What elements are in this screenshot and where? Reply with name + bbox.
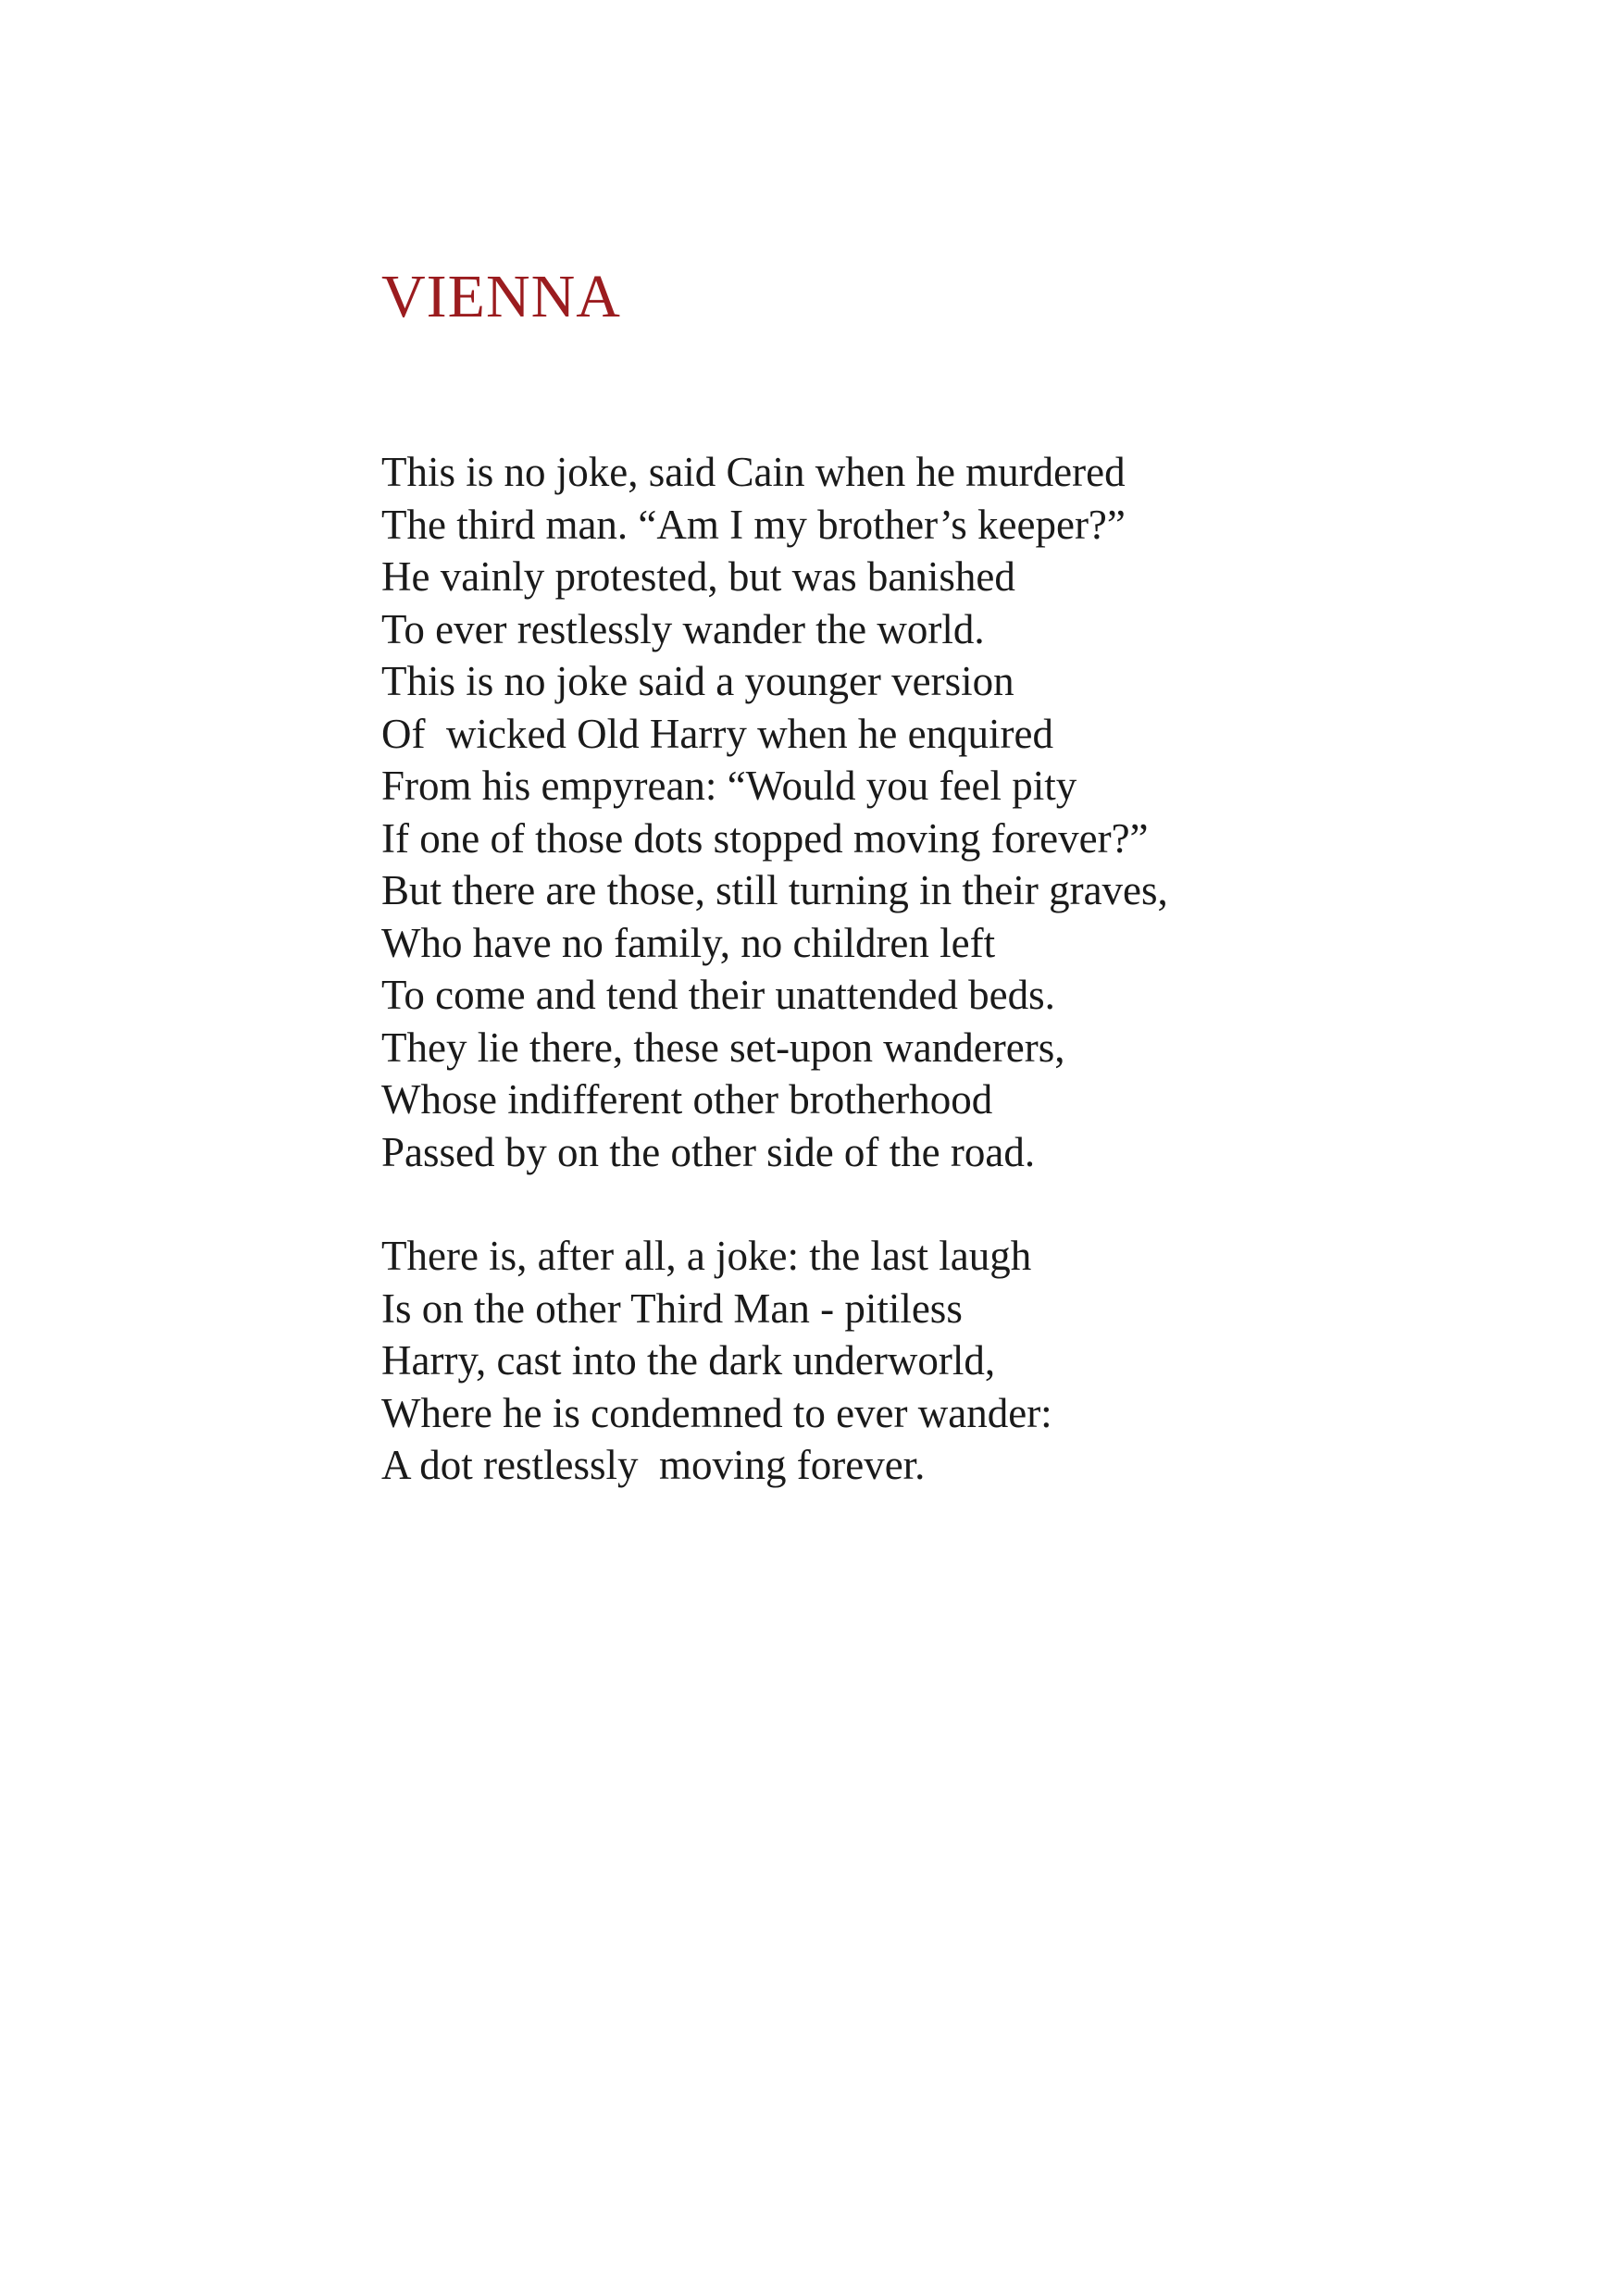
poem-line: He vainly protested, but was banished bbox=[381, 553, 1015, 600]
poem-line: Passed by on the other side of the road. bbox=[381, 1128, 1036, 1175]
poem-line: Of wicked Old Harry when he enquired bbox=[381, 710, 1053, 757]
poem-line: They lie there, these set-upon wanderers, bbox=[381, 1024, 1065, 1071]
poem-line: The third man. “Am I my brother’s keeper?” bbox=[381, 501, 1126, 548]
poem-line: Is on the other Third Man - pitiless bbox=[381, 1285, 963, 1332]
stanza-1 bbox=[381, 446, 1492, 1178]
poem-line: There is, after all, a joke: the last laugh bbox=[381, 1233, 1032, 1279]
stanza-2 bbox=[381, 1230, 1492, 1492]
poem-line: Who have no family, no children left bbox=[381, 919, 996, 966]
poem-line: Where he is condemned to ever wander: bbox=[381, 1389, 1052, 1436]
poem-line: If one of those dots stopped moving forever?” bbox=[381, 814, 1149, 862]
poem-line: From his empyrean: “Would you feel pity bbox=[381, 763, 1077, 809]
poem-line: Whose indifferent other brotherhood bbox=[381, 1076, 993, 1123]
poem-line: This is no joke said a younger version bbox=[381, 658, 1014, 704]
poem-line: A dot restlessly moving forever. bbox=[381, 1442, 926, 1488]
poem-line: To come and tend their unattended beds. bbox=[381, 972, 1055, 1018]
poem-line: To ever restlessly wander the world. bbox=[381, 605, 985, 652]
poem-line: But there are those, still turning in their graves, bbox=[381, 867, 1168, 913]
poem-line: This is no joke, said Cain when he murdered bbox=[381, 449, 1126, 495]
poem-title: VIENNA bbox=[381, 263, 621, 330]
poem-line: Harry, cast into the dark underworld, bbox=[381, 1337, 996, 1384]
poem-body bbox=[381, 446, 1492, 1492]
